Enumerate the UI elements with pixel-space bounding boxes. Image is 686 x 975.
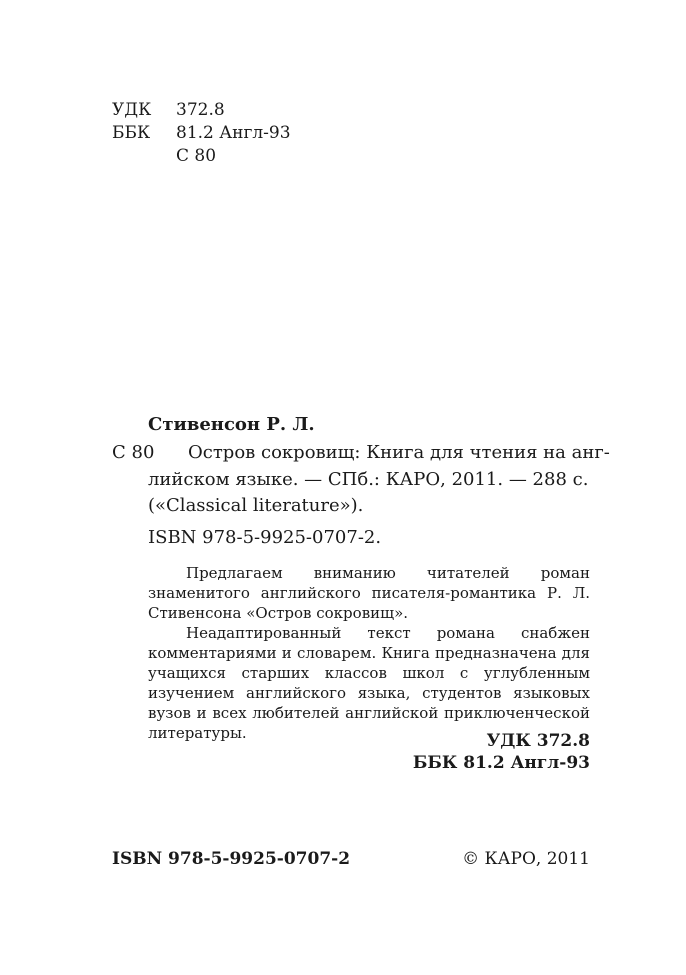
annotation-paragraph-1: Предлагаем вниманию читателей роман знаменитого английского писателя-романтика Р. Л. Стивенсона «Остров сокровищ». xyxy=(148,564,590,622)
bbk-label: ББК xyxy=(112,123,151,143)
entry-isbn: ISBN 978-5-9925-0707-2. xyxy=(148,527,382,548)
bbk-summary: ББК 81.2 Англ-93 xyxy=(412,753,590,773)
entry-cutter: С 80 xyxy=(112,442,155,463)
author-heading: Стивенсон Р. Л. xyxy=(148,414,315,435)
copyright: © КАРО, 2011 xyxy=(462,849,590,869)
cutter-number: С 80 xyxy=(176,146,217,166)
entry-line-1: Остров сокровищ: Книга для чтения на анг- xyxy=(188,442,610,463)
bbk-value: 81.2 Англ-93 xyxy=(176,123,291,143)
udk-value: 372.8 xyxy=(176,100,225,120)
annotation xyxy=(148,563,590,743)
footer-isbn: ISBN 978-5-9925-0707-2 xyxy=(112,849,351,869)
annotation-paragraph-2: Неадаптированный текст романа снабжен комментариями и словарем. Книга предназначена для учащихся старших классов школ с углубленным изучением английского языка, студентов языковых вузов и всех любителей английской приключенческой литературы. xyxy=(148,624,590,742)
udk-summary: УДК 372.8 xyxy=(486,731,590,751)
entry-line-3: («Classical literature»). xyxy=(148,495,364,516)
entry-line-2: лийском языке. — СПб.: КАРО, 2011. — 288 с. xyxy=(148,469,589,490)
udk-label: УДК xyxy=(112,100,152,120)
